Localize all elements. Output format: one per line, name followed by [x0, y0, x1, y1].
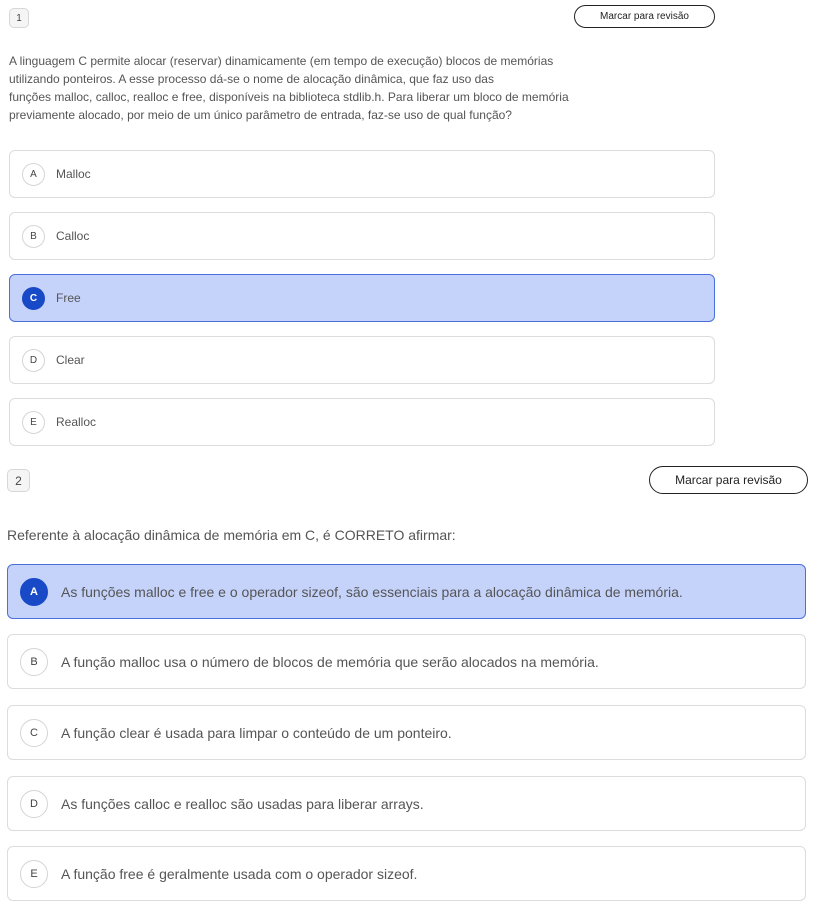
- option-text: A função malloc usa o número de blocos de memória que serão alocados na memória.: [61, 653, 599, 670]
- option-e[interactable]: [7, 846, 806, 901]
- option-a[interactable]: [9, 150, 715, 198]
- option-b[interactable]: [7, 634, 806, 689]
- option-text: A função clear é usada para limpar o conteúdo de um ponteiro.: [61, 724, 452, 741]
- option-text: Realloc: [56, 415, 97, 429]
- option-text: Malloc: [56, 167, 91, 181]
- option-text: Clear: [56, 353, 85, 367]
- option-letter-badge: E: [20, 860, 48, 888]
- option-e[interactable]: [9, 398, 715, 446]
- option-letter-badge: E: [22, 411, 45, 434]
- question-number: 1: [9, 8, 29, 28]
- option-c[interactable]: [7, 705, 806, 760]
- option-letter-badge: A: [22, 163, 45, 186]
- option-letter-badge: A: [20, 578, 48, 606]
- question-text: [7, 525, 807, 545]
- option-letter-badge: B: [20, 648, 48, 676]
- question-text: [9, 52, 719, 124]
- option-b[interactable]: [9, 212, 715, 260]
- option-letter-badge: D: [22, 349, 45, 372]
- option-text: Calloc: [56, 229, 90, 243]
- mark-for-review-button[interactable]: Marcar para revisão: [574, 5, 715, 28]
- option-text: A função free é geralmente usada com o operador sizeof.: [61, 865, 418, 882]
- option-letter-badge: C: [22, 287, 45, 310]
- mark-for-review-button[interactable]: Marcar para revisão: [649, 466, 808, 494]
- question-text-line: Referente à alocação dinâmica de memória em C, é CORRETO afirmar:: [7, 527, 456, 543]
- question-text-line: A linguagem C permite alocar (reservar) dinamicamente (em tempo de execução) blocos de memórias: [9, 54, 554, 68]
- question-text-line: funções malloc, calloc, realloc e free, disponíveis na biblioteca stdlib.h. Para liberar um bloco de memória: [9, 90, 569, 104]
- question-text-line: previamente alocado, por meio de um único parâmetro de entrada, faz-se uso de qual função?: [9, 108, 512, 122]
- option-c[interactable]: [9, 274, 715, 322]
- option-text: As funções malloc e free e o operador sizeof, são essenciais para a alocação dinâmica de memória.: [61, 583, 683, 600]
- question-number: 2: [7, 469, 30, 492]
- option-text: As funções calloc e realloc são usadas para liberar arrays.: [61, 795, 424, 812]
- option-text: Free: [56, 291, 81, 305]
- option-d[interactable]: [7, 776, 806, 831]
- option-letter-badge: C: [20, 719, 48, 747]
- option-a[interactable]: [7, 564, 806, 619]
- option-letter-badge: D: [20, 790, 48, 818]
- option-d[interactable]: [9, 336, 715, 384]
- question-text-line: utilizando ponteiros. A esse processo dá-se o nome de alocação dinâmica, que faz uso das: [9, 72, 494, 86]
- option-letter-badge: B: [22, 225, 45, 248]
